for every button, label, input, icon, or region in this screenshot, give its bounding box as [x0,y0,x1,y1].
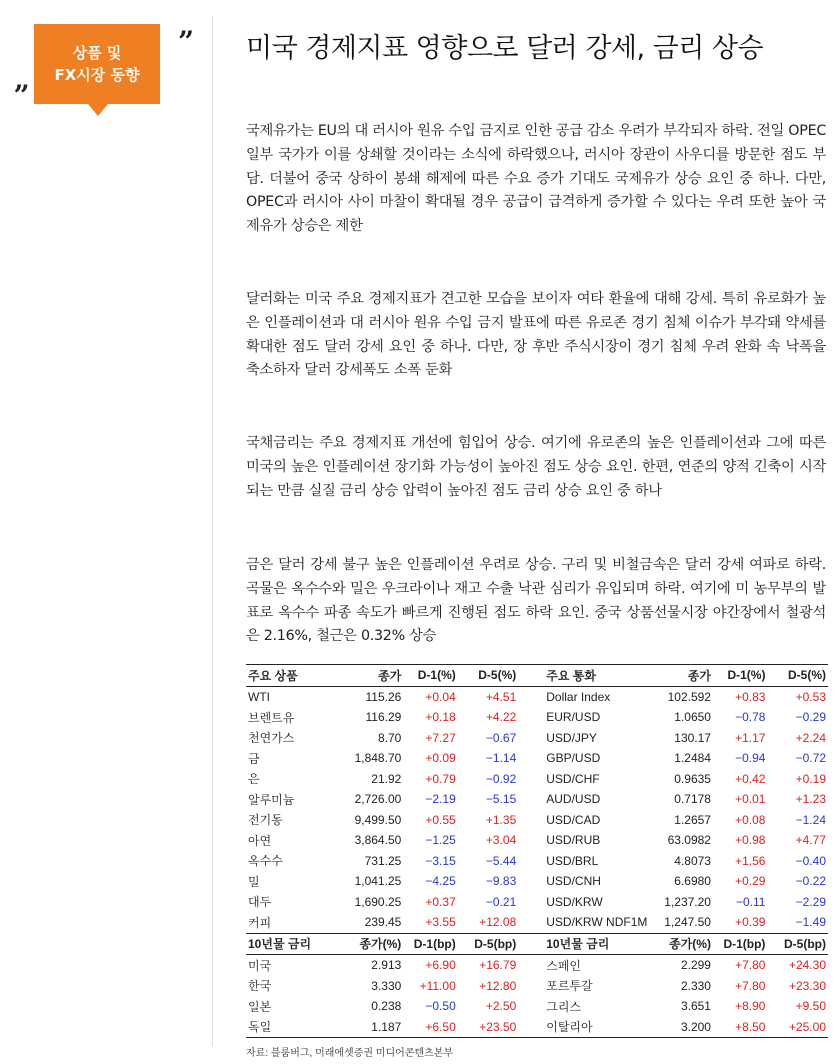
table-row [246,748,828,769]
open-quote-mark: „ [14,63,31,96]
table-cell: −0.72 [795,751,826,766]
table-cell: +3.55 [425,915,456,930]
table-cell: USD/CHF [546,771,600,786]
table-cell: +2.50 [485,999,517,1014]
table-header-cell: D-5(%) [767,665,828,687]
table-cell: WTI [248,689,270,704]
table-cell: 1.2657 [674,812,711,827]
table-header-cell: 종가(%) [650,933,713,955]
table-cell: +0.37 [425,894,456,909]
table-header-cell: 종가(%) [337,933,404,955]
table-cell: 731.25 [364,853,402,868]
table-cell: 116.29 [365,710,402,725]
table-cell: USD/RUB [546,833,601,848]
table-row [246,728,828,749]
table-cell: 0.7178 [674,792,711,807]
table-cell: −0.94 [735,751,766,766]
table-cell: 한국 [248,979,272,994]
table-cell: 0.9635 [674,771,711,786]
table-cell: 3.330 [371,978,402,993]
table-cell: +2.24 [795,730,826,745]
table-cell: −0.29 [795,710,826,725]
table-cell: 1.187 [337,1017,404,1038]
table-cell: 스페인 [546,958,582,973]
table-header-row [246,933,828,955]
table-row [246,871,828,892]
table-cell: +0.98 [735,833,766,848]
table-cell: +0.79 [425,771,456,786]
table-cell: 3.651 [680,999,711,1014]
table-cell: AUD/USD [546,792,601,807]
table-row [246,955,828,976]
table-cell: 2,726.00 [354,792,402,807]
table-header-row [246,665,828,687]
table-cell: 102.592 [667,689,711,704]
table-row [246,769,828,790]
table-header-cell: 10년물 금리 [246,933,337,955]
table-cell: +12.08 [479,915,517,930]
paragraph-dollar: 달러화는 미국 주요 경제지표가 견고한 모습을 보이자 여타 환율에 대해 강세. 특히 유로화가 높은 인플레이션과 대 러시아 원유 수입 금지 발표에 따른 유로존 경기 침체 이슈가 부각돼 약세를 확대한 점도 달러 강세 요인 중 하나. 다만, 장 후반 주식시장이 경기 침체 우려 완화 속 낙폭을 축소하자 달러 강세폭도 소폭 둔화 [246,291,826,379]
table-cell: +4.51 [485,689,517,704]
table-cell: 알루미늄 [248,792,295,807]
table-cell: +23.50 [458,1017,519,1038]
table-cell: +12.80 [479,978,517,993]
table-cell: +0.42 [735,771,766,786]
table-cell: 미국 [248,958,272,973]
table-cell: +4.77 [795,833,826,848]
divider-line [212,16,213,1046]
table-cell: +0.55 [425,812,456,827]
table-cell: 일본 [248,999,272,1014]
table-cell: 이탈리아 [518,1017,650,1038]
table-cell: USD/BRL [546,853,599,868]
table-cell: −0.40 [795,853,826,868]
market-table [246,664,828,1038]
table-cell: −1.14 [485,751,517,766]
table-cell: −1.24 [795,812,826,827]
table-cell: 1,237.20 [664,894,711,909]
table-cell: −3.15 [425,853,456,868]
table-cell: +0.01 [735,792,766,807]
table-cell: −0.11 [735,894,766,909]
table-row [246,830,828,851]
table-cell: EUR/USD [546,710,601,725]
table-cell: 1,690.25 [354,894,402,909]
table-cell: +9.50 [795,999,826,1014]
table-cell: 8.70 [377,730,402,745]
table-cell: +8.50 [713,1017,767,1038]
table-cell: 4.8073 [674,853,711,868]
table-cell: +1.23 [795,792,826,807]
table-header-cell: 주요 통화 [518,665,650,687]
table-cell: −0.21 [485,894,517,909]
table-cell: −1.25 [425,833,456,848]
table-cell: −5.15 [485,792,517,807]
table-cell: 63.0982 [667,833,711,848]
table-cell: Dollar Index [546,689,611,704]
section-badge [34,24,160,104]
table-row [246,912,828,933]
table-cell: +0.29 [735,874,766,889]
table-cell: 옥수수 [248,854,283,869]
table-cell: −2.19 [425,792,456,807]
source-note: 자료: 블룸버그, 미래에셋증권 미디어콘텐츠본부 [246,1048,454,1059]
table-cell: 밀 [248,874,260,889]
table-cell: −5.44 [485,853,517,868]
table-cell: −0.78 [735,710,766,725]
table-header-cell: 종가 [650,665,713,687]
table-cell: +4.22 [485,710,517,725]
table-cell: +7.80 [735,978,766,993]
table-row [246,851,828,872]
table-cell: −0.92 [485,771,517,786]
table-cell: −2.29 [795,894,826,909]
table-cell: USD/CAD [546,812,601,827]
table-cell: 1.0650 [674,710,711,725]
table-cell: +8.90 [735,999,766,1014]
table-header-cell: 10년물 금리 [518,933,650,955]
table-row [246,810,828,831]
table-cell: 대두 [248,895,272,910]
table-cell: 은 [248,772,260,787]
table-cell: −9.83 [485,874,517,889]
table-cell: 전기동 [248,813,283,828]
table-cell: −0.22 [795,874,826,889]
table-cell: +1.35 [485,812,517,827]
table-cell: +0.53 [795,689,826,704]
table-header-cell: D-5(bp) [458,933,519,955]
table-cell: 130.17 [674,730,711,745]
table-cell: +0.19 [795,771,826,786]
table-header-cell: D-1(bp) [403,933,457,955]
table-cell: −1.49 [795,915,826,930]
table-cell: +0.04 [425,689,456,704]
table-cell: 2.330 [680,978,711,993]
table-cell: 커피 [248,915,272,930]
table-header-cell: D-1(%) [713,665,767,687]
table-cell: +23.30 [788,978,826,993]
table-cell: 6.6980 [674,874,711,889]
table-cell: 포르투갈 [546,979,593,994]
table-cell: +1.17 [735,730,766,745]
table-cell: −4.25 [425,874,456,889]
table-cell: +1.56 [735,853,766,868]
table-row [246,976,828,997]
table-cell: −0.67 [485,730,517,745]
section-label-line2: FX시장 동향 [54,66,140,84]
table-cell: +0.39 [735,915,766,930]
table-header-cell: D-5(%) [458,665,519,687]
paragraph-bonds: 국채금리는 주요 경제지표 개선에 힘입어 상승. 여기에 유로존의 높은 인플레이션과 그에 따른 미국의 높은 인플레이션 장기화 가능성이 높아진 점도 상승 요인. 한편, 연준의 양적 긴축이 시작되는 만큼 실질 금리 상승 압력이 높아진 점도 금리 상승 요인 중 하나 [246,435,826,499]
table-cell: 1,041.25 [354,874,402,889]
table-cell: 3,864.50 [354,833,402,848]
table-cell: +3.04 [485,833,517,848]
table-row [246,789,828,810]
table-header-cell: D-1(bp) [713,933,767,955]
table-cell: +7.27 [425,730,456,745]
table-cell: 독일 [246,1017,337,1038]
table-row [246,686,828,707]
table-cell: −0.50 [425,999,456,1014]
paragraph-oil: 국제유가는 EU의 대 러시아 원유 수입 금지로 인한 공급 감소 우려가 부각되자 하락. 전일 OPEC 일부 국가가 이를 상쇄할 것이라는 소식에 하락했으나, 러시아 장관이 사우디를 방문한 점도 부담. 더불어 중국 상하이 봉쇄 해제에 따른 수요 증가 기대도 국제유가 상승 요인 중 하나. 다만, OPEC과 러시아 사이 마찰이 확대될 경우 공급이 급격하게 증가할 수 있다는 우려 또한 높아 국제유가 상승은 제한 [246,123,826,235]
section-label-line1: 상품 및 [72,44,122,62]
table-cell: +6.50 [403,1017,457,1038]
table-row [246,996,828,1017]
table-cell: 1.2484 [674,751,711,766]
table-cell: +0.08 [735,812,766,827]
table-cell: USD/JPY [546,730,597,745]
table-cell: +11.00 [419,978,456,993]
table-row [246,707,828,728]
table-cell: +16.79 [479,958,517,973]
table-cell: USD/KRW NDF1M [546,915,648,930]
table-cell: +6.90 [425,958,456,973]
table-cell: 9,499.50 [354,812,402,827]
table-cell: 21.92 [371,771,402,786]
table-row [246,1017,828,1038]
table-row [246,892,828,913]
table-cell: 2.913 [371,958,402,973]
table-cell: 아연 [248,833,272,848]
table-cell: 0.238 [371,999,402,1014]
table-header-cell: D-5(bp) [767,933,828,955]
table-cell: 239.45 [364,915,402,930]
table-cell: +0.18 [425,710,456,725]
table-cell: 금 [248,751,260,766]
table-cell: 천연가스 [248,731,295,746]
table-cell: USD/KRW [546,894,603,909]
table-header-cell: D-1(%) [403,665,457,687]
table-cell: +0.09 [425,751,456,766]
table-cell: 그리스 [546,999,582,1014]
table-cell: 1,848.70 [354,751,402,766]
close-quote-mark: ” [178,25,195,58]
badge-pointer [88,104,108,116]
table-cell: USD/CNH [546,874,601,889]
table-cell: 브렌트유 [248,710,295,725]
table-cell: +25.00 [767,1017,828,1038]
table-cell: 3.200 [650,1017,713,1038]
table-header-cell: 주요 상품 [246,665,337,687]
table-header-cell: 종가 [337,665,404,687]
table-cell: 115.26 [365,689,402,704]
table-cell: 2.299 [680,958,711,973]
table-cell: +7.80 [735,958,766,973]
paragraph-metals: 금은 달러 강세 불구 높은 인플레이션 우려로 상승. 구리 및 비철금속은 달러 강세 여파로 하락. 곡물은 옥수수와 밀은 우크라이나 재고 수출 낙관 심리가 유입되며 하락. 여기에 미 농무부의 발표로 옥수수 파종 속도가 빠르게 진행된 점도 하락 요인. 중국 상품선물시장 야간장에서 철광석은 2.16%, 철근은 0.32% 상승 [246,557,826,645]
table-cell: GBP/USD [546,751,601,766]
table-cell: 1,247.50 [664,915,711,930]
table-cell: +0.83 [735,689,766,704]
table-cell: +24.30 [788,958,826,973]
page-title: 미국 경제지표 영향으로 달러 강세, 금리 상승 [246,33,764,64]
